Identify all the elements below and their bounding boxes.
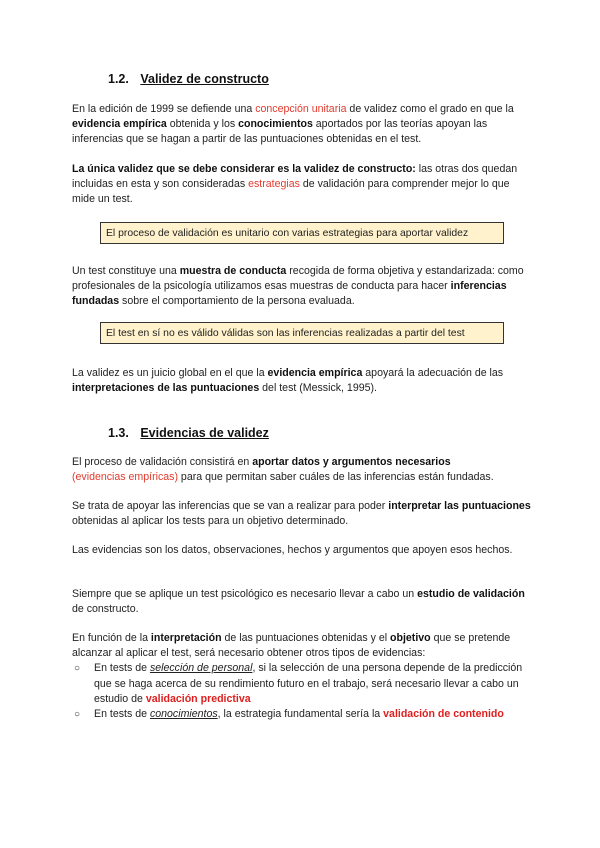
section-heading-1-2 <box>108 72 269 86</box>
bold-text: inferencias fundadas <box>72 280 507 308</box>
paragraph-proceso-validacion: El proceso de validación consistirá en aportar datos y argumentos necesarios (evidencias empíricas) para que permitan saber cuáles de las inferencias están fundadas. <box>72 456 494 484</box>
highlight-box-inferencias: El test en sí no es válido válidas son las inferencias realizadas a partir del test <box>100 322 504 344</box>
evidence-type-list <box>72 661 532 722</box>
highlight-box-unitario: El proceso de validación es unitario con varias estrategias para aportar validez <box>100 222 504 244</box>
bold-text: interpretar las puntuaciones <box>388 500 531 512</box>
underlined-italic-text: selección de personal <box>149 662 253 675</box>
bold-text: evidencia empírica <box>72 118 167 131</box>
red-bold-text: validación predictiva <box>145 692 251 705</box>
section-number: 1.3. <box>108 426 129 440</box>
paragraph-evidencias-datos: Las evidencias son los datos, observaciones, hechos y argumentos que apoyen esos hechos. <box>72 544 513 556</box>
bold-text: conocimientos <box>238 118 313 131</box>
paragraph-juicio-global: La validez es un juicio global en el que la evidencia empírica apoyará la adecuación de las interpretaciones de las puntuaciones del test (Messick, 1995). <box>72 367 504 395</box>
paragraph-concepcion-unitaria: En la edición de 1999 se defiende una concepción unitaria de validez como el grado en que la evidencia empírica obtenida y los conocimientos aportados por las teorías apoyan las inferencias que se hagan a partir de las puntuaciones obtenidas en el test. <box>72 103 514 146</box>
paragraph-muestra-conducta: Un test constituye una muestra de conducta recogida de forma objetiva y estandarizada: como profesionales de la psicología utilizamos esas muestras de conducta para hacer inferencias fundadas sobre el comportamiento de la persona evaluada. <box>72 265 524 308</box>
red-bold-text: validación de contenido <box>383 708 504 721</box>
red-text: concepción unitaria <box>255 103 347 115</box>
bold-text: La única validez que se debe considerar es la validez de constructo: <box>72 163 416 175</box>
red-text: (evidencias empíricas) <box>72 471 178 484</box>
paragraph-interpretar-puntuaciones: Se trata de apoyar las inferencias que se van a realizar para poder interpretar las puntuaciones obtenidas al aplicar los tests para un objetivo determinado. <box>72 500 531 528</box>
paragraph-estudio-validacion: Siempre que se aplique un test psicológico es necesario llevar a cabo un estudio de validación de constructo. <box>72 588 525 616</box>
section-number: 1.2. <box>108 72 129 86</box>
bold-text: interpretación <box>150 632 222 644</box>
circle-bullet-icon: ○ <box>74 663 81 675</box>
bold-text: interpretaciones de las puntuaciones <box>72 382 260 395</box>
bold-text: evidencia empírica <box>267 367 363 379</box>
red-text: estrategias <box>248 178 300 191</box>
paragraph-funcion-interpretacion: En función de la interpretación de las puntuaciones obtenidas y el objetivo que se pretende alcanzar al aplicar el test, será necesario obtener otros tipos de evidencias: ○ En tests de selección de personal, si la selección de una persona depende de la predicción que se haga acerca de su rendimiento futuro en el trabajo, será necesario llevar a cabo un estudio de validación predictiva ○ En tests de conocimientos, la estrategia fundamental sería la validación de contenido <box>72 631 532 722</box>
section-heading-1-3 <box>108 426 269 440</box>
section-title: Validez de constructo <box>140 72 269 86</box>
bold-text: objetivo <box>390 632 431 644</box>
circle-bullet-icon: ○ <box>74 709 81 721</box>
list-item-seleccion-personal: ○ En tests de selección de personal, si la selección de una persona depende de la predicción que se haga acerca de su rendimiento futuro en el trabajo, será necesario llevar a cabo un estudio de validación predictiva <box>74 662 523 705</box>
list-item-conocimientos: ○ En tests de conocimientos, la estrategia fundamental sería la validación de contenido <box>72 707 532 722</box>
paragraph-unica-validez: La única validez que se debe considerar es la validez de constructo: las otras dos quedan incluidas en esta y son consideradas estrategias de validación para comprender mejor lo que mide un test. <box>72 163 518 206</box>
bold-text: aportar datos y argumentos necesarios <box>252 456 451 468</box>
underlined-italic-text: conocimientos <box>149 708 218 721</box>
bold-text: muestra de conducta <box>179 265 287 277</box>
section-title: Evidencias de validez <box>140 426 269 440</box>
bold-text: estudio de validación <box>417 588 525 600</box>
